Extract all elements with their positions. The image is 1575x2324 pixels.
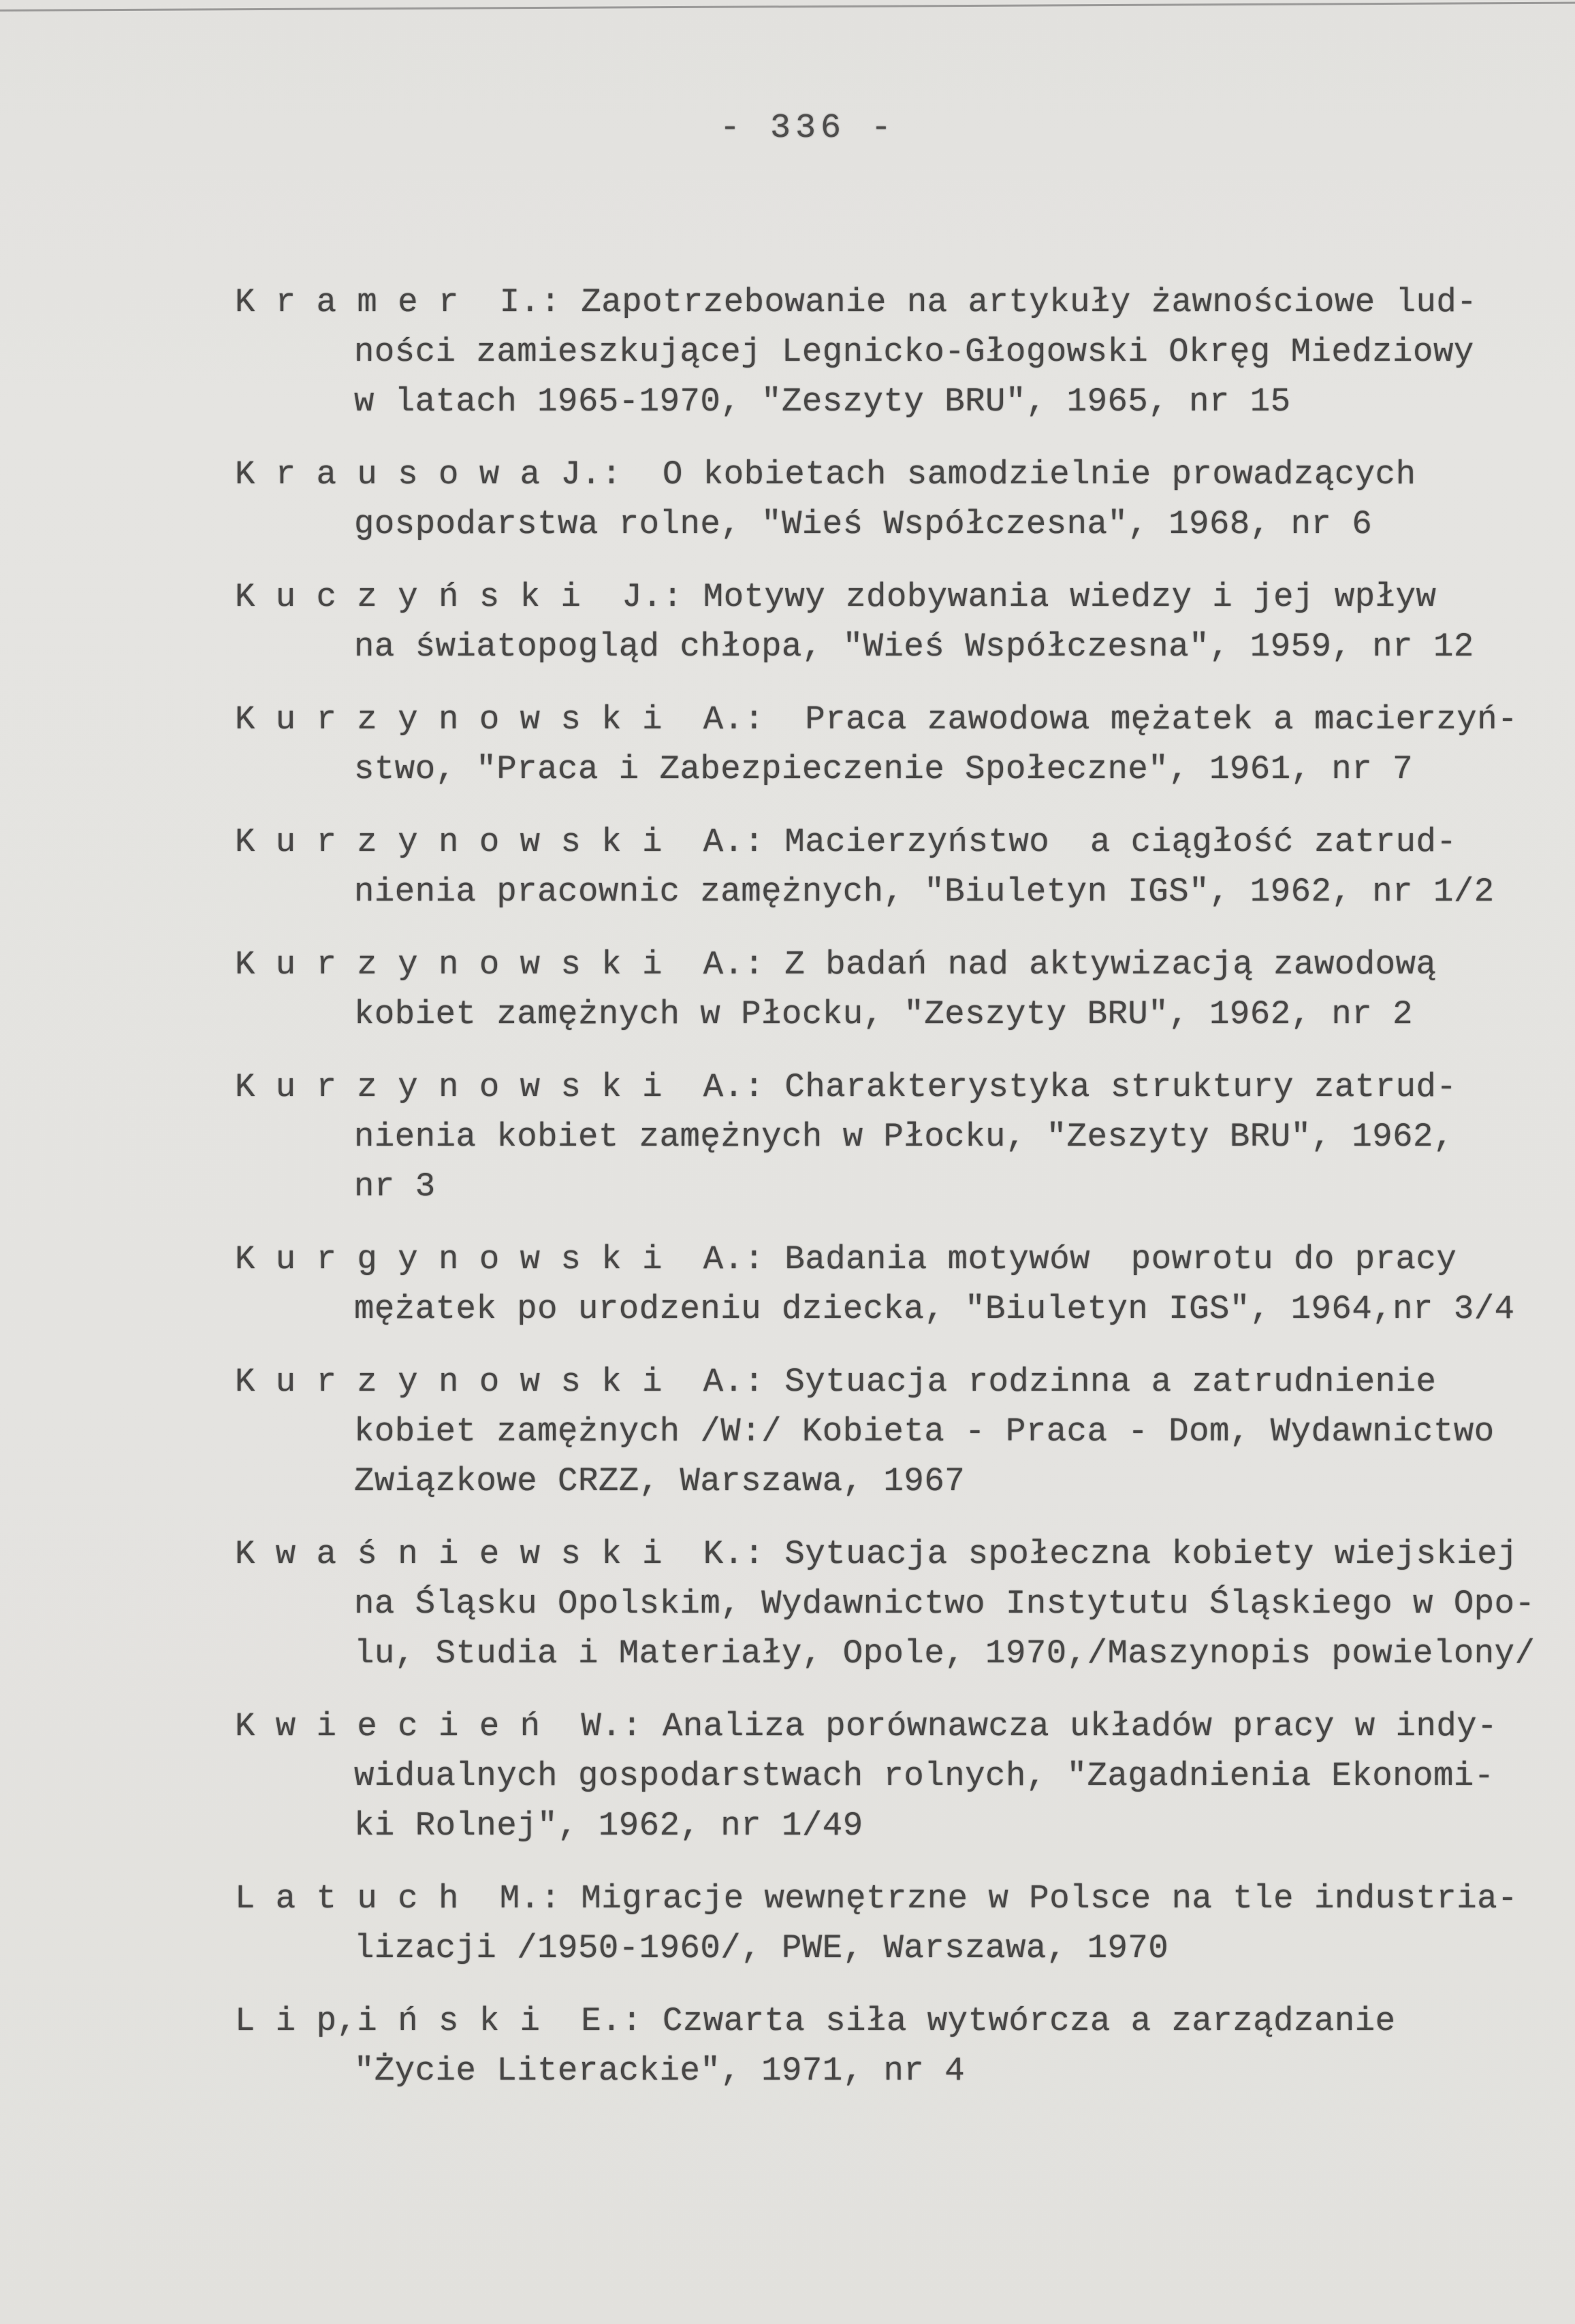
entry-continuation-line: mężatek po urodzeniu dziecka, "Biuletyn IGS", 1964,nr 3/4	[354, 1290, 1515, 1328]
entry-continuation-line: ności zamieszkującej Legnicko-Głogowski Okręg Miedziowy	[354, 333, 1474, 371]
bibliography-entry	[235, 940, 1529, 1039]
entry-author-line: K w a ś n i e w s k i K.: Sytuacja społeczna kobiety wiejskiej	[235, 1535, 1518, 1573]
entry-continuation-line: na światopogląd chłopa, "Wieś Współczesna", 1959, nr 12	[354, 628, 1474, 666]
entry-author-line: K r a u s o w a J.: O kobietach samodzielnie prowadzących	[235, 455, 1416, 494]
entry-author-line: K u r z y n o w s k i A.: Sytuacja rodzinna a zatrudnienie	[235, 1363, 1437, 1401]
entry-continuation-line: na Śląsku Opolskim, Wydawnictwo Instytutu Śląskiego w Opo-	[354, 1585, 1536, 1623]
bibliography-entry	[235, 1530, 1536, 1679]
bibliography-entry	[235, 1874, 1529, 1973]
entry-continuation-line: gospodarstwa rolne, "Wieś Współczesna", 1968, nr 6	[354, 505, 1373, 543]
entry-continuation-line: w latach 1965-1970, "Zeszyty BRU", 1965, nr 15	[354, 383, 1291, 421]
entry-author-line: K u r z y n o w s k i A.: Z badań nad aktywizacją zawodową	[235, 946, 1437, 984]
entry-author-line: K u r z y n o w s k i A.: Macierzyństwo a ciągłość zatrud-	[235, 823, 1457, 861]
page-number: - 336 -	[719, 109, 897, 148]
entry-continuation-line: nienia kobiet zamężnych w Płocku, "Zeszyty BRU", 1962,	[354, 1118, 1454, 1156]
bibliography-entry	[235, 450, 1529, 549]
entry-author-line: K r a m e r I.: Zapotrzebowanie na artykuły żawnościowe lud-	[235, 283, 1478, 321]
bibliography-entry	[235, 1997, 1529, 2096]
bibliography-entry	[235, 1702, 1529, 1851]
entry-author-line: K u r z y n o w s k i A.: Praca zawodowa mężatek a macierzyń-	[235, 700, 1518, 739]
entry-continuation-line: kobiet zamężnych /W:/ Kobieta - Praca - Dom, Wydawnictwo	[354, 1413, 1495, 1451]
entry-author-line: L i p,i ń s k i E.: Czwarta siła wytwórcza a zarządzanie	[235, 2002, 1396, 2040]
bibliography-entry	[235, 278, 1529, 427]
entry-continuation-line: lu, Studia i Materiały, Opole, 1970,/Maszynopis powielony/	[354, 1634, 1536, 1673]
entry-author-line: K u c z y ń s k i J.: Motywy zdobywania wiedzy i jej wpływ	[235, 578, 1437, 616]
scan-top-edge	[0, 1, 1575, 12]
entry-continuation-line: stwo, "Praca i Zabezpieczenie Społeczne", 1961, nr 7	[354, 750, 1414, 788]
entry-author-line: L a t u c h M.: Migracje wewnętrzne w Polsce na tle industria-	[235, 1879, 1518, 1918]
entry-continuation-line: nr 3	[354, 1167, 436, 1206]
entry-continuation-line: Związkowe CRZZ, Warszawa, 1967	[354, 1462, 966, 1500]
entry-continuation-line: ki Rolnej", 1962, nr 1/49	[354, 1807, 863, 1845]
entry-continuation-line: nienia pracownic zamężnych, "Biuletyn IGS", 1962, nr 1/2	[354, 873, 1495, 911]
bibliography-entry	[235, 1235, 1529, 1334]
bibliography-entry	[235, 818, 1529, 917]
bibliography-entry	[235, 1357, 1529, 1506]
bibliography-entry	[235, 572, 1529, 672]
bibliography-entry	[235, 1063, 1529, 1212]
entry-continuation-line: kobiet zamężnych w Płocku, "Zeszyty BRU", 1962, nr 2	[354, 995, 1414, 1033]
entry-author-line: K u r z y n o w s k i A.: Charakterystyka struktury zatrud-	[235, 1068, 1457, 1106]
entry-author-line: K u r g y n o w s k i A.: Badania motywów powrotu do pracy	[235, 1240, 1457, 1278]
bibliography-entry	[235, 695, 1529, 794]
bibliography-list	[235, 278, 1536, 2096]
entry-continuation-line: widualnych gospodarstwach rolnych, "Zagadnienia Ekonomi-	[354, 1757, 1495, 1795]
entry-continuation-line: "Życie Literackie", 1971, nr 4	[354, 2052, 966, 2090]
entry-author-line: K w i e c i e ń W.: Analiza porównawcza układów pracy w indy-	[235, 1707, 1498, 1745]
entry-continuation-line: lizacji /1950-1960/, PWE, Warszawa, 1970	[354, 1929, 1169, 1967]
